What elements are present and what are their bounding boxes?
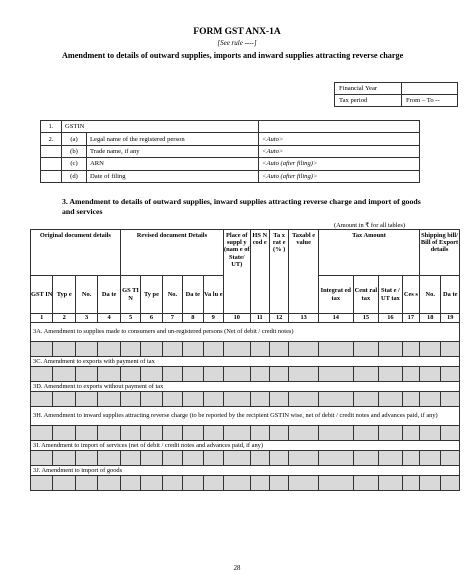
entry-cell[interactable] bbox=[203, 367, 223, 382]
entry-cell[interactable] bbox=[31, 392, 53, 407]
entry-cell[interactable] bbox=[250, 342, 269, 357]
row-number: 2. bbox=[41, 133, 62, 145]
entry-cell[interactable] bbox=[250, 426, 269, 441]
entry-cell[interactable] bbox=[203, 392, 223, 407]
section-3i-label: 3I. Amendment to import of services (net of debit / credit notes and advances paid, if any) bbox=[31, 441, 460, 451]
entry-cell[interactable] bbox=[353, 426, 379, 441]
data-entry-row-3h bbox=[31, 426, 460, 441]
entry-cell[interactable] bbox=[31, 426, 53, 441]
column-number-row bbox=[31, 314, 460, 323]
column-number: 19 bbox=[441, 314, 460, 323]
entry-cell[interactable] bbox=[420, 392, 441, 407]
gstin-header: GST IN bbox=[31, 276, 53, 314]
column-number: 14 bbox=[318, 314, 353, 323]
entry-cell[interactable] bbox=[379, 451, 402, 466]
entry-cell[interactable] bbox=[141, 426, 162, 441]
entry-cell[interactable] bbox=[203, 476, 223, 491]
revised-type-header: Ty pe bbox=[141, 276, 162, 314]
section-3a-label: 3A. Amendment to supplies made to consumers and un-registered persons (Net of debit / credit notes) bbox=[31, 323, 460, 342]
entry-cell[interactable] bbox=[31, 451, 53, 466]
gstin-value[interactable] bbox=[259, 121, 420, 133]
entry-cell[interactable] bbox=[269, 367, 288, 382]
row-number bbox=[41, 158, 62, 170]
entry-cell[interactable] bbox=[250, 392, 269, 407]
entry-cell[interactable] bbox=[203, 451, 223, 466]
entry-cell[interactable] bbox=[289, 426, 319, 441]
revised-gstin-header: GS TI N bbox=[120, 276, 140, 314]
column-number: 11 bbox=[250, 314, 269, 323]
entry-cell[interactable] bbox=[162, 367, 182, 382]
data-entry-row-3d bbox=[31, 392, 460, 407]
entry-cell[interactable] bbox=[420, 367, 441, 382]
entry-cell[interactable] bbox=[318, 392, 353, 407]
row-number bbox=[41, 170, 62, 182]
entry-cell[interactable] bbox=[53, 342, 75, 357]
column-number: 12 bbox=[269, 314, 288, 323]
entry-cell[interactable] bbox=[379, 392, 402, 407]
entry-cell[interactable] bbox=[53, 451, 75, 466]
row-sub-label: (b) bbox=[62, 145, 87, 157]
date-header: Da te bbox=[98, 276, 120, 314]
legal-name-label: Legal name of the registered person bbox=[87, 133, 259, 145]
entry-cell[interactable] bbox=[75, 392, 97, 407]
column-number: 18 bbox=[420, 314, 441, 323]
entry-cell[interactable] bbox=[289, 342, 319, 357]
entry-cell[interactable] bbox=[250, 367, 269, 382]
entry-cell[interactable] bbox=[353, 367, 379, 382]
entry-cell[interactable] bbox=[98, 451, 120, 466]
entry-cell[interactable] bbox=[53, 392, 75, 407]
cess-header: Ces s bbox=[402, 276, 419, 314]
row-sub-label: (c) bbox=[62, 158, 87, 170]
integrated-tax-header: Integrat ed tax bbox=[318, 276, 353, 314]
entry-cell[interactable] bbox=[420, 342, 441, 357]
central-tax-header: Cent ral tax bbox=[353, 276, 379, 314]
entry-cell[interactable] bbox=[441, 476, 460, 491]
entry-cell[interactable] bbox=[120, 451, 140, 466]
entry-cell[interactable] bbox=[441, 392, 460, 407]
row-number: 1. bbox=[41, 121, 62, 133]
entry-cell[interactable] bbox=[141, 451, 162, 466]
column-number: 17 bbox=[402, 314, 419, 323]
row-sub-label: (a) bbox=[62, 133, 87, 145]
entry-cell[interactable] bbox=[318, 367, 353, 382]
data-entry-row-3c bbox=[31, 367, 460, 382]
entry-cell[interactable] bbox=[402, 426, 419, 441]
entry-cell[interactable] bbox=[379, 476, 402, 491]
tax-period-value[interactable]: From – To -- bbox=[402, 95, 458, 107]
date-of-filing-value: <Auto (after filing)> bbox=[259, 170, 420, 182]
entry-cell[interactable] bbox=[318, 451, 353, 466]
entry-cell[interactable] bbox=[353, 342, 379, 357]
entry-cell[interactable] bbox=[224, 426, 251, 441]
entry-cell[interactable] bbox=[269, 392, 288, 407]
section-3j-row bbox=[31, 466, 460, 476]
taxable-value-header: Taxabl e value bbox=[289, 230, 319, 314]
entry-cell[interactable] bbox=[420, 476, 441, 491]
entry-cell[interactable] bbox=[53, 426, 75, 441]
entry-cell[interactable] bbox=[402, 367, 419, 382]
entry-cell[interactable] bbox=[250, 476, 269, 491]
entry-cell[interactable] bbox=[289, 476, 319, 491]
form-rule: [See rule ----] bbox=[217, 39, 257, 47]
arn-value: <Auto (after filing)> bbox=[259, 158, 420, 170]
number-header: No. bbox=[75, 276, 97, 314]
entry-cell[interactable] bbox=[224, 342, 251, 357]
gstin-row bbox=[41, 121, 420, 133]
gstin-label: GSTIN bbox=[62, 121, 259, 133]
section-3c-row bbox=[31, 357, 460, 367]
entry-cell[interactable] bbox=[289, 451, 319, 466]
entry-cell[interactable] bbox=[402, 476, 419, 491]
column-number: 5 bbox=[120, 314, 140, 323]
column-number: 15 bbox=[353, 314, 379, 323]
section-3c-label: 3C. Amendment to exports with payment of tax bbox=[31, 357, 460, 367]
entry-cell[interactable] bbox=[402, 451, 419, 466]
entry-cell[interactable] bbox=[120, 392, 140, 407]
column-number: 8 bbox=[183, 314, 203, 323]
entry-cell[interactable] bbox=[75, 426, 97, 441]
section-3d-row bbox=[31, 382, 460, 392]
entry-cell[interactable] bbox=[420, 451, 441, 466]
entry-cell[interactable] bbox=[98, 476, 120, 491]
column-number: 4 bbox=[98, 314, 120, 323]
entry-cell[interactable] bbox=[120, 367, 140, 382]
entry-cell[interactable] bbox=[183, 476, 203, 491]
entry-cell[interactable] bbox=[162, 392, 182, 407]
entry-cell[interactable] bbox=[402, 392, 419, 407]
entry-cell[interactable] bbox=[224, 476, 251, 491]
entry-cell[interactable] bbox=[318, 426, 353, 441]
entry-cell[interactable] bbox=[120, 342, 140, 357]
entry-cell[interactable] bbox=[353, 451, 379, 466]
arn-row bbox=[41, 158, 420, 170]
form-title: FORM GST ANX-1A bbox=[193, 27, 281, 37]
date-of-filing-row bbox=[41, 170, 420, 182]
entry-cell[interactable] bbox=[31, 476, 53, 491]
entry-cell[interactable] bbox=[162, 426, 182, 441]
entry-cell[interactable] bbox=[75, 451, 97, 466]
entry-cell[interactable] bbox=[379, 342, 402, 357]
shipping-date-header: Da te bbox=[441, 276, 460, 314]
entry-cell[interactable] bbox=[75, 476, 97, 491]
entry-cell[interactable] bbox=[183, 342, 203, 357]
form-heading: Amendment to details of outward supplies, imports and inward supplies attracting reverse charge bbox=[62, 51, 404, 60]
column-number: 7 bbox=[162, 314, 182, 323]
entry-cell[interactable] bbox=[98, 367, 120, 382]
column-number: 2 bbox=[53, 314, 75, 323]
entry-cell[interactable] bbox=[183, 367, 203, 382]
entry-cell[interactable] bbox=[224, 392, 251, 407]
trade-name-label: Trade name, if any bbox=[87, 145, 259, 157]
tax-rate-header: Ta x rat e (% ) bbox=[269, 230, 288, 314]
entry-cell[interactable] bbox=[379, 367, 402, 382]
entry-cell[interactable] bbox=[203, 342, 223, 357]
date-of-filing-label: Date of filing bbox=[87, 170, 259, 182]
financial-year-row bbox=[335, 83, 458, 95]
revised-doc-header: Revised document Details bbox=[120, 230, 223, 276]
financial-year-label: Financial Year bbox=[335, 83, 402, 95]
arn-label: ARN bbox=[87, 158, 259, 170]
column-number: 13 bbox=[289, 314, 319, 323]
entry-cell[interactable] bbox=[250, 451, 269, 466]
shipping-bill-header: Shipping bill/ Bill of Export details bbox=[420, 230, 460, 276]
taxpayer-info-table bbox=[40, 120, 420, 183]
entry-cell[interactable] bbox=[353, 392, 379, 407]
revised-number-header: No. bbox=[162, 276, 182, 314]
entry-cell[interactable] bbox=[141, 476, 162, 491]
section-3j-label: 3J. Amendment to import of goods bbox=[31, 466, 460, 476]
place-of-supply-header: Place of suppl y (nam e of State/ UT) bbox=[224, 230, 251, 314]
entry-cell[interactable] bbox=[53, 476, 75, 491]
entry-cell[interactable] bbox=[224, 367, 251, 382]
entry-cell[interactable] bbox=[318, 342, 353, 357]
legal-name-value: <Auto> bbox=[259, 133, 420, 145]
entry-cell[interactable] bbox=[141, 367, 162, 382]
entry-cell[interactable] bbox=[120, 476, 140, 491]
entry-cell[interactable] bbox=[441, 426, 460, 441]
column-number: 6 bbox=[141, 314, 162, 323]
entry-cell[interactable] bbox=[141, 392, 162, 407]
financial-year-value[interactable] bbox=[402, 83, 458, 95]
amount-note: (Amount in ₹ for all tables) bbox=[334, 222, 405, 229]
entry-cell[interactable] bbox=[269, 451, 288, 466]
entry-cell[interactable] bbox=[318, 476, 353, 491]
data-entry-row-3a bbox=[31, 342, 460, 357]
hsn-code-header: HS N cod e bbox=[250, 230, 269, 314]
tax-period-label: Tax period bbox=[335, 95, 402, 107]
tax-period-row bbox=[335, 95, 458, 107]
entry-cell[interactable] bbox=[162, 451, 182, 466]
trade-name-row bbox=[41, 145, 420, 157]
entry-cell[interactable] bbox=[53, 367, 75, 382]
entry-cell[interactable] bbox=[441, 451, 460, 466]
entry-cell[interactable] bbox=[353, 476, 379, 491]
legal-name-row bbox=[41, 133, 420, 145]
data-entry-row-3i bbox=[31, 451, 460, 466]
entry-cell[interactable] bbox=[183, 451, 203, 466]
entry-cell[interactable] bbox=[31, 342, 53, 357]
group-header-row bbox=[31, 230, 460, 276]
entry-cell[interactable] bbox=[224, 451, 251, 466]
column-number: 1 bbox=[31, 314, 53, 323]
section-3i-row bbox=[31, 441, 460, 451]
entry-cell[interactable] bbox=[269, 476, 288, 491]
column-number: 9 bbox=[203, 314, 223, 323]
entry-cell[interactable] bbox=[402, 342, 419, 357]
entry-cell[interactable] bbox=[379, 426, 402, 441]
entry-cell[interactable] bbox=[289, 367, 319, 382]
page-number: 28 bbox=[233, 565, 241, 572]
entry-cell[interactable] bbox=[98, 342, 120, 357]
entry-cell[interactable] bbox=[289, 392, 319, 407]
entry-cell[interactable] bbox=[120, 426, 140, 441]
shipping-number-header: No. bbox=[420, 276, 441, 314]
entry-cell[interactable] bbox=[183, 426, 203, 441]
entry-cell[interactable] bbox=[98, 426, 120, 441]
entry-cell[interactable] bbox=[269, 342, 288, 357]
entry-cell[interactable] bbox=[420, 426, 441, 441]
entry-cell[interactable] bbox=[141, 342, 162, 357]
entry-cell[interactable] bbox=[75, 342, 97, 357]
entry-cell[interactable] bbox=[203, 426, 223, 441]
state-tax-header: Stat e / UT tax bbox=[379, 276, 402, 314]
row-sub-label: (d) bbox=[62, 170, 87, 182]
section-3a-row bbox=[31, 323, 460, 342]
amendment-table bbox=[30, 229, 460, 491]
entry-cell[interactable] bbox=[441, 367, 460, 382]
entry-cell[interactable] bbox=[98, 392, 120, 407]
tax-amount-header: Tax Amount bbox=[318, 230, 419, 276]
period-table bbox=[334, 82, 458, 107]
section-3h-label: 3H. Amendment to inward supplies attracting reverse charge (to be reported by the recipient GSTIN wise, net of debit / credit notes and advances paid, if any) bbox=[31, 407, 460, 426]
data-entry-row-3j bbox=[31, 476, 460, 491]
type-header: Typ e bbox=[53, 276, 75, 314]
entry-cell[interactable] bbox=[441, 342, 460, 357]
section-3d-label: 3D. Amendment to exports without payment of tax bbox=[31, 382, 460, 392]
row-number bbox=[41, 145, 62, 157]
entry-cell[interactable] bbox=[269, 426, 288, 441]
trade-name-value: <Auto> bbox=[259, 145, 420, 157]
column-number: 16 bbox=[379, 314, 402, 323]
entry-cell[interactable] bbox=[162, 476, 182, 491]
section-3-heading: 3. Amendment to details of outward supplies, inward supplies attracting reverse charge and import of goods and services bbox=[62, 197, 421, 216]
original-doc-header: Original document details bbox=[31, 230, 121, 276]
entry-cell[interactable] bbox=[162, 342, 182, 357]
column-number: 10 bbox=[224, 314, 251, 323]
entry-cell[interactable] bbox=[31, 367, 53, 382]
entry-cell[interactable] bbox=[183, 392, 203, 407]
section-3h-row bbox=[31, 407, 460, 426]
revised-value-header: Va lu e bbox=[203, 276, 223, 314]
revised-date-header: Da te bbox=[183, 276, 203, 314]
column-number: 3 bbox=[75, 314, 97, 323]
entry-cell[interactable] bbox=[75, 367, 97, 382]
